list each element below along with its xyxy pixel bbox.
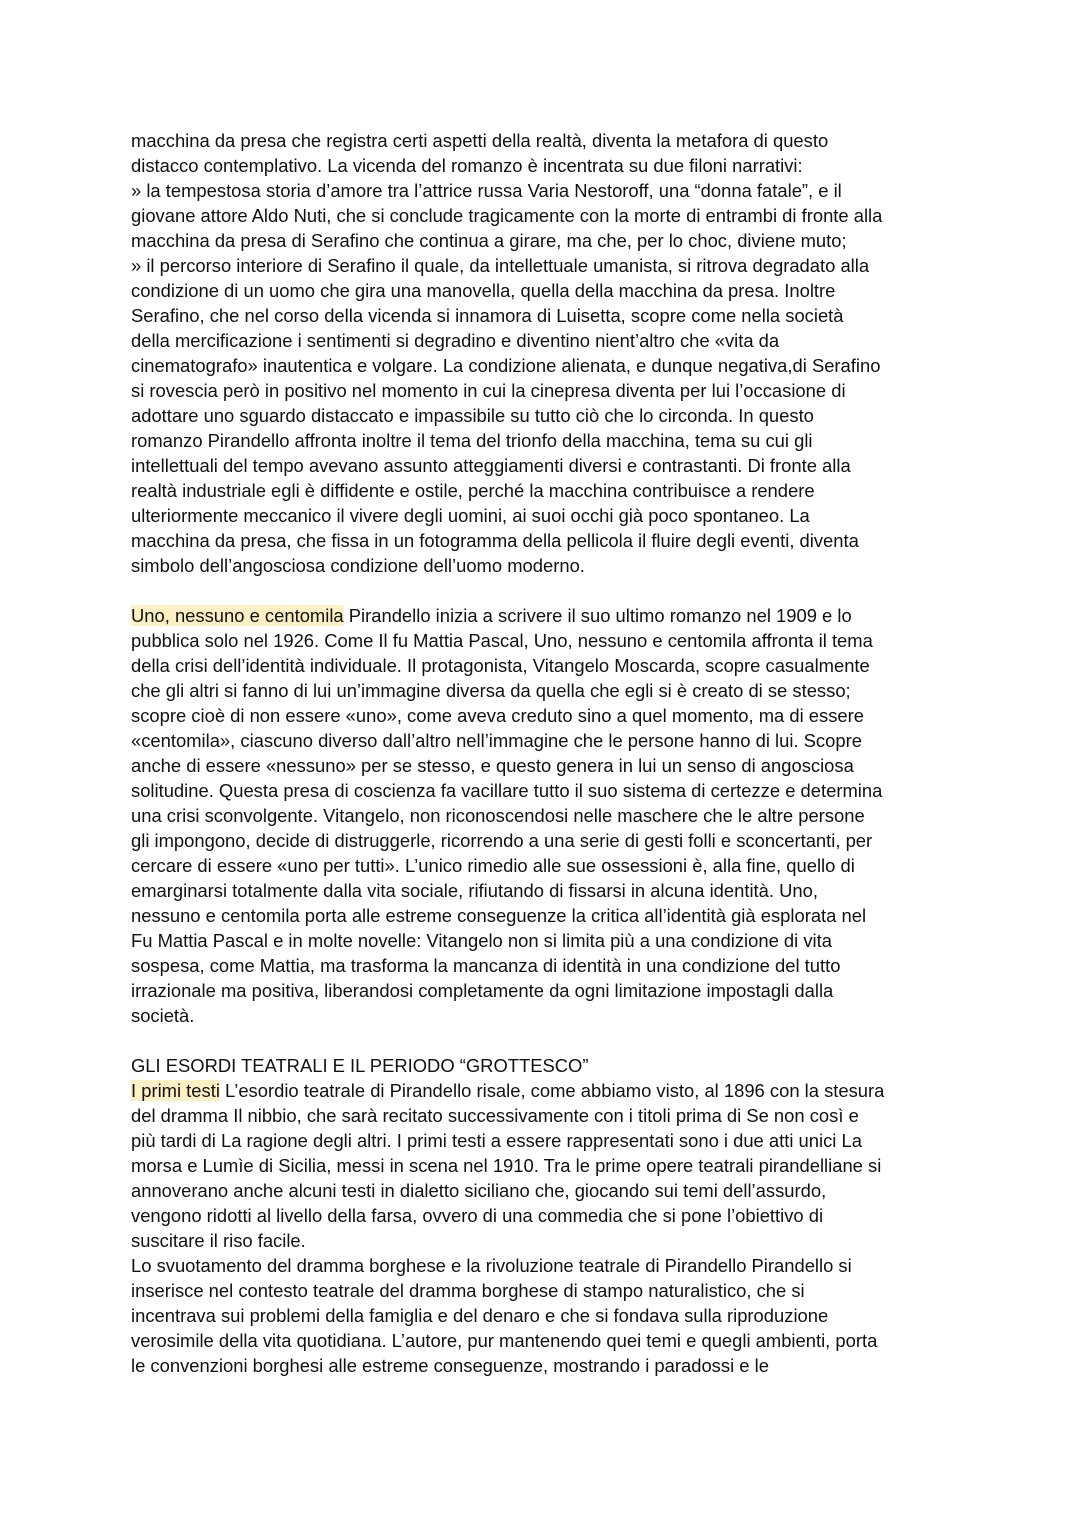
text-line: intellettuali del tempo avevano assunto atteggiamenti diversi e contrastanti. Di fronte alla	[131, 455, 851, 476]
paragraph-romanzo-serafino	[131, 128, 961, 578]
text-line: che gli altri si fanno di lui un’immagine diversa da quella che egli si è creato di se stesso;	[131, 680, 851, 701]
text-line: del dramma Il nibbio, che sarà recitato successivamente con i titoli prima di Se non così e	[131, 1105, 859, 1126]
text-line: Serafino, che nel corso della vicenda si innamora di Luisetta, scopre come nella società	[131, 305, 844, 326]
text-line: scopre cioè di non essere «uno», come aveva creduto sino a quel momento, ma di essere	[131, 705, 864, 726]
text-line: società.	[131, 1005, 195, 1026]
text-line: Fu Mattia Pascal e in molte novelle: Vitangelo non si limita più a una condizione di vita	[131, 930, 832, 951]
text-line: gli impongono, decide di distruggerle, ricorrendo a una serie di gesti folli e sconcertanti, per	[131, 830, 873, 851]
text-line: macchina da presa, che fissa in un fotogramma della pellicola il fluire degli eventi, diventa	[131, 530, 859, 551]
text-line: » la tempestosa storia d’amore tra l’attrice russa Varia Nestoroff, una “donna fatale”, e il	[131, 180, 842, 201]
text-line: le convenzioni borghesi alle estreme conseguenze, mostrando i paradossi e le	[131, 1355, 769, 1376]
text-line: sospesa, come Mattia, ma trasforma la mancanza di identità in una condizione del tutto	[131, 955, 841, 976]
text-line: macchina da presa di Serafino che continua a girare, ma che, per lo choc, diviene muto;	[131, 230, 847, 251]
text-line: anche di essere «nessuno» per se stesso, e questo genera in lui un senso di angosciosa	[131, 755, 854, 776]
section-heading: GLI ESORDI TEATRALI E IL PERIODO “GROTTESCO”	[131, 1055, 589, 1076]
text-line: realtà industriale egli è diffidente e ostile, perché la macchina contribuisce a rendere	[131, 480, 815, 501]
text-line: verosimile della vita quotidiana. L’autore, pur mantenendo quei temi e quegli ambienti, porta	[131, 1330, 878, 1351]
text-line: simbolo dell’angosciosa condizione dell’uomo moderno.	[131, 555, 585, 576]
text-line: una crisi sconvolgente. Vitangelo, non riconoscendosi nelle maschere che le altre persone	[131, 805, 865, 826]
text-line: solitudine. Questa presa di coscienza fa vacillare tutto il suo sistema di certezze e determina	[131, 780, 883, 801]
text-fragment: L’esordio teatrale di Pirandello risale, come abbiamo visto, al 1896 con la stesura	[219, 1080, 885, 1101]
text-line: della crisi dell’identità individuale. Il protagonista, Vitangelo Moscarda, scopre casualmente	[131, 655, 870, 676]
text-line: condizione di un uomo che gira una manovella, quella della macchina da presa. Inoltre	[131, 280, 836, 301]
text-line: vengono ridotti al livello della farsa, ovvero di una commedia che si pone l’obiettivo di	[131, 1205, 824, 1226]
highlighted-title: I primi testi	[131, 1080, 220, 1101]
text-line: della mercificazione i sentimenti si degradino e diventino nient’altro che «vita da	[131, 330, 780, 351]
text-line: giovane attore Aldo Nuti, che si conclude tragicamente con la morte di entrambi di fronte alla	[131, 205, 883, 226]
text-line: «centomila», ciascuno diverso dall’altro nell’immagine che le persone hanno di lui. Scopre	[131, 730, 862, 751]
text-line: pubblica solo nel 1926. Come Il fu Mattia Pascal, Uno, nessuno e centomila affronta il tema	[131, 630, 873, 651]
text-line: nessuno e centomila porta alle estreme conseguenze la critica all’identità già esplorata nel	[131, 905, 867, 926]
text-fragment: Pirandello inizia a scrivere il suo ultimo romanzo nel 1909 e lo	[343, 605, 852, 626]
section-esordi-teatrali	[131, 1053, 961, 1378]
text-line: » il percorso interiore di Serafino il quale, da intellettuale umanista, si ritrova degradato alla	[131, 255, 870, 276]
text-line: macchina da presa che registra certi aspetti della realtà, diventa la metafora di questo	[131, 130, 829, 151]
text-line	[131, 1078, 961, 1103]
text-line: morsa e Lumìe di Sicilia, messi in scena nel 1910. Tra le prime opere teatrali pirandelliane si	[131, 1155, 882, 1176]
text-line: irrazionale ma positiva, liberandosi completamente da ogni limitazione impostagli dalla	[131, 980, 834, 1001]
document-page	[131, 128, 961, 1378]
text-line: si rovescia però in positivo nel momento in cui la cinepresa diventa per lui l’occasione di	[131, 380, 846, 401]
text-line: emarginarsi totalmente dalla vita sociale, rifiutando di fissarsi in alcuna identità. Uno,	[131, 880, 818, 901]
text-line: Lo svuotamento del dramma borghese e la rivoluzione teatrale di Pirandello Pirandello si	[131, 1255, 852, 1276]
text-line: ulteriormente meccanico il vivere degli uomini, ai suoi occhi già poco spontaneo. La	[131, 505, 810, 526]
text-line: suscitare il riso facile.	[131, 1230, 306, 1251]
paragraph-uno-nessuno-centomila	[131, 603, 961, 1028]
paragraph-spacer	[131, 578, 961, 603]
text-line: cercare di essere «uno per tutti». L’unico rimedio alle sue ossessioni è, alla fine, quello di	[131, 855, 855, 876]
text-line: romanzo Pirandello affronta inoltre il tema del trionfo della macchina, tema su cui gli	[131, 430, 813, 451]
highlighted-title: Uno, nessuno e centomila	[131, 605, 344, 626]
paragraph-spacer	[131, 1028, 961, 1053]
text-line: più tardi di La ragione degli altri. I primi testi a essere rappresentati sono i due atti unici La	[131, 1130, 862, 1151]
text-line: inserisce nel contesto teatrale del dramma borghese di stampo naturalistico, che si	[131, 1280, 805, 1301]
text-line: annoverano anche alcuni testi in dialetto siciliano che, giocando sui temi dell’assurdo,	[131, 1180, 827, 1201]
text-line: distacco contemplativo. La vicenda del romanzo è incentrata su due filoni narrativi:	[131, 155, 803, 176]
text-line	[131, 603, 961, 628]
text-line: adottare uno sguardo distaccato e impassibile su tutto ciò che lo circonda. In questo	[131, 405, 814, 426]
text-line: incentrava sui problemi della famiglia e del denaro e che si fondava sulla riproduzione	[131, 1305, 829, 1326]
text-line: cinematografo» inautentica e volgare. La condizione alienata, e dunque negativa,di Serafino	[131, 355, 881, 376]
